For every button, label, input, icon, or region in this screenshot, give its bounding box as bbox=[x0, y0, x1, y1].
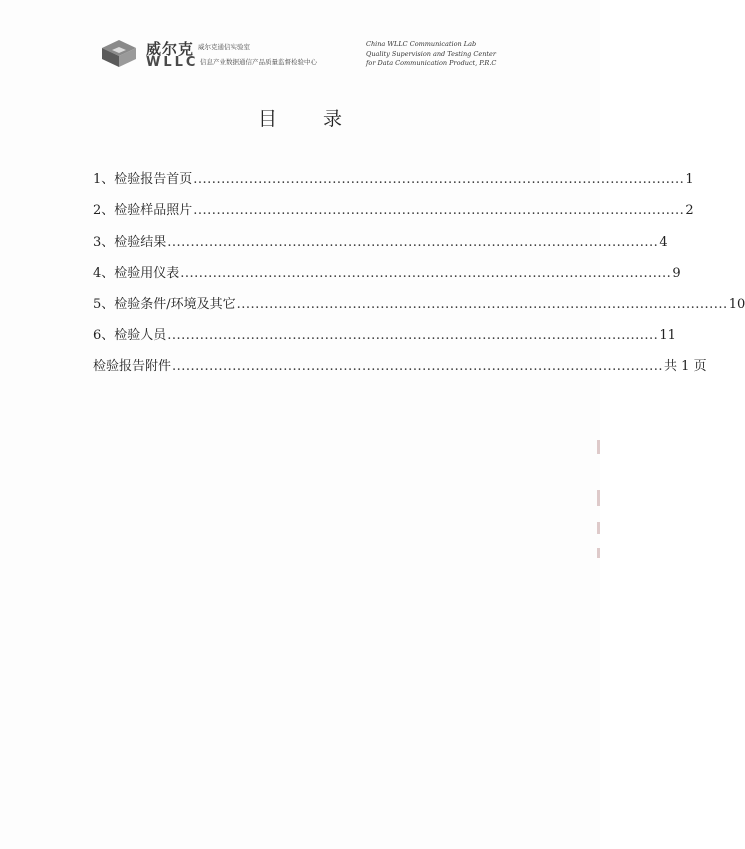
toc-leader-dots: .......................................................................................................... bbox=[167, 235, 659, 250]
center-chinese-name: 信息产业数据通信产品质量监督检验中心 bbox=[200, 58, 317, 66]
toc-item-label: 1、检验报告首页 bbox=[93, 172, 193, 187]
english-lab-name bbox=[366, 40, 496, 69]
toc-item-page: 4 bbox=[659, 235, 668, 250]
margin-mark bbox=[597, 522, 600, 534]
toc-item bbox=[93, 328, 676, 344]
toc-leader-dots: .......................................................................................................... bbox=[172, 359, 664, 374]
toc-item-label: 3、检验结果 bbox=[93, 235, 167, 250]
lab-chinese-name: 威尔克通信实验室 bbox=[198, 43, 250, 51]
margin-mark bbox=[597, 490, 600, 506]
toc-item-page: 1 bbox=[685, 172, 694, 187]
toc-item-label: 5、检验条件/环境及其它 bbox=[93, 297, 236, 312]
toc-item-label: 4、检验用仪表 bbox=[93, 266, 180, 281]
toc-item-label: 6、检验人员 bbox=[93, 328, 167, 343]
toc-item bbox=[93, 359, 707, 375]
english-line-2: Quality Supervision and Testing Center bbox=[366, 49, 496, 58]
toc-leader-dots: .......................................................................................................... bbox=[193, 172, 685, 187]
toc-item bbox=[93, 203, 694, 219]
toc-item-page: 2 bbox=[685, 203, 694, 218]
wllc-logo-icon bbox=[98, 38, 140, 68]
toc-item-page: 9 bbox=[672, 266, 681, 281]
toc-item-page: 共 1 页 bbox=[664, 359, 707, 374]
toc-item bbox=[93, 172, 694, 188]
english-line-3: for Data Communication Product, P.R.C bbox=[366, 59, 497, 67]
letterhead bbox=[98, 36, 518, 76]
margin-mark bbox=[597, 440, 600, 454]
toc-item-page: 10 bbox=[728, 297, 745, 312]
margin-mark bbox=[597, 548, 600, 558]
toc-item bbox=[93, 266, 681, 282]
english-line-1: China WLLC Communication Lab bbox=[366, 40, 477, 48]
brand-chinese-name: 威尔克 bbox=[146, 40, 195, 58]
toc-item bbox=[93, 297, 745, 313]
page-title: 目录 bbox=[258, 108, 389, 130]
toc-item-page: 11 bbox=[659, 328, 676, 343]
toc-leader-dots: .......................................................................................................... bbox=[193, 203, 685, 218]
toc-leader-dots: .......................................................................................................... bbox=[180, 266, 672, 281]
toc-leader-dots: .......................................................................................................... bbox=[236, 297, 728, 312]
toc-leader-dots: .......................................................................................................... bbox=[167, 328, 659, 343]
brand-english-name: WLLC bbox=[146, 55, 199, 70]
toc-item-label: 检验报告附件 bbox=[93, 359, 172, 374]
toc-item bbox=[93, 235, 668, 251]
toc-item-label: 2、检验样品照片 bbox=[93, 203, 193, 218]
